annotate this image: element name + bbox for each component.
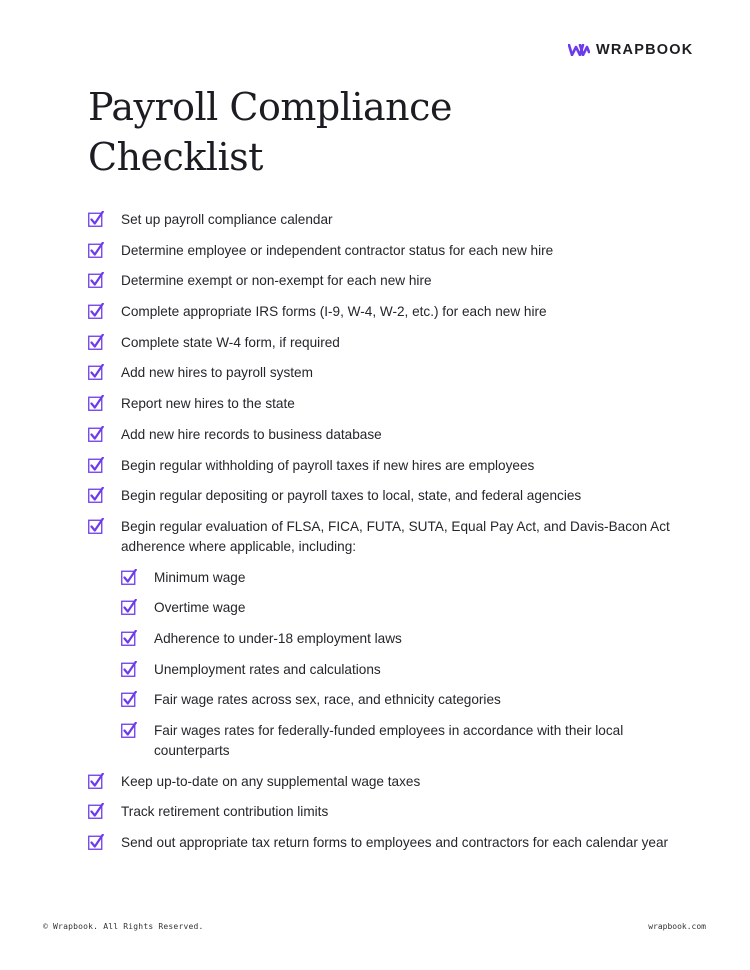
checklist-item-label: Determine employee or independent contractor status for each new hire	[121, 242, 554, 258]
checklist-item	[88, 394, 678, 414]
checkbox-checked-icon[interactable]	[88, 334, 104, 350]
checklist-item-label: Begin regular evaluation of FLSA, FICA, FUTA, SUTA, Equal Pay Act, and Davis-Bacon Act adherence where applicable, including:	[121, 518, 670, 554]
title-line-1: Payroll Compliance	[88, 85, 452, 129]
checkbox-checked-icon[interactable]	[88, 518, 104, 534]
checkbox-checked-icon[interactable]	[88, 211, 104, 227]
footer-url[interactable]: wrapbook.com	[648, 922, 706, 931]
wrapbook-logo-icon	[568, 44, 590, 56]
checkbox-checked-icon[interactable]	[88, 303, 104, 319]
checkbox-checked-icon[interactable]	[88, 773, 104, 789]
checklist-item-label: Complete appropriate IRS forms (I-9, W-4, W-2, etc.) for each new hire	[121, 304, 547, 320]
checklist-subitem	[121, 598, 678, 618]
checkbox-checked-icon[interactable]	[88, 426, 104, 442]
checkbox-checked-icon[interactable]	[121, 722, 137, 738]
checklist-item-label: Overtime wage	[154, 600, 246, 616]
checklist-item	[88, 210, 678, 230]
checklist-item-label: Add new hire records to business database	[121, 426, 382, 442]
brand-logo	[568, 42, 693, 58]
checklist-item-label: Fair wage rates across sex, race, and ethnicity categories	[154, 692, 501, 708]
checklist-subitem	[121, 690, 678, 710]
checklist-item	[88, 833, 678, 853]
checkbox-checked-icon[interactable]	[88, 457, 104, 473]
checklist-item	[88, 333, 678, 353]
checklist-item-label: Set up payroll compliance calendar	[121, 212, 333, 227]
checklist-item	[88, 772, 678, 792]
checkbox-checked-icon[interactable]	[88, 364, 104, 380]
checklist-item	[88, 302, 678, 322]
checklist-item-label: Report new hires to the state	[121, 396, 295, 412]
checklist-item	[88, 271, 678, 291]
title-line-2: Checklist	[88, 135, 263, 179]
checklist-subitem	[121, 568, 678, 588]
checklist-item-label: Keep up-to-date on any supplemental wage taxes	[121, 773, 421, 789]
page-title	[88, 82, 452, 182]
checklist-item-label: Adherence to under-18 employment laws	[154, 630, 402, 646]
checklist-item-label: Track retirement contribution limits	[121, 804, 329, 820]
checklist-item-label: Send out appropriate tax return forms to employees and contractors for each calendar year	[121, 835, 669, 851]
checkbox-checked-icon[interactable]	[121, 599, 137, 615]
checklist-subitem	[121, 629, 678, 649]
footer-copyright: © Wrapbook. All Rights Reserved.	[43, 922, 204, 931]
checklist-item	[88, 486, 678, 506]
checklist-item-label: Add new hires to payroll system	[121, 365, 313, 381]
checklist-item-label: Begin regular depositing or payroll taxes to local, state, and federal agencies	[121, 488, 582, 504]
checklist-item-label: Fair wages rates for federally-funded employees in accordance with their local counterparts	[154, 723, 624, 758]
checklist-item-label: Begin regular withholding of payroll taxes if new hires are employees	[121, 457, 535, 473]
brand-name: WRAPBOOK	[596, 42, 694, 58]
checkbox-checked-icon[interactable]	[88, 834, 104, 850]
checkbox-checked-icon[interactable]	[88, 487, 104, 503]
checkbox-checked-icon[interactable]	[121, 569, 137, 585]
checkbox-checked-icon[interactable]	[121, 630, 137, 646]
checklist-item-label: Minimum wage	[154, 569, 246, 585]
checkbox-checked-icon[interactable]	[88, 272, 104, 288]
checkbox-checked-icon[interactable]	[88, 242, 104, 258]
checkbox-checked-icon[interactable]	[88, 803, 104, 819]
checklist-item	[88, 456, 678, 476]
checklist-item-label: Unemployment rates and calculations	[154, 661, 381, 677]
checklist-subitem	[121, 721, 678, 761]
checklist-item	[88, 802, 678, 822]
checkbox-checked-icon[interactable]	[121, 661, 137, 677]
checklist-item	[88, 425, 678, 445]
checklist-item-label: Complete state W-4 form, if required	[121, 334, 340, 350]
checklist-subitem	[121, 660, 678, 680]
checklist-item	[88, 241, 678, 261]
checkbox-checked-icon[interactable]	[121, 691, 137, 707]
checklist-item-label: Determine exempt or non-exempt for each new hire	[121, 273, 432, 289]
checklist	[88, 210, 678, 864]
checklist-item	[88, 517, 678, 557]
checklist-item	[88, 363, 678, 383]
checkbox-checked-icon[interactable]	[88, 395, 104, 411]
